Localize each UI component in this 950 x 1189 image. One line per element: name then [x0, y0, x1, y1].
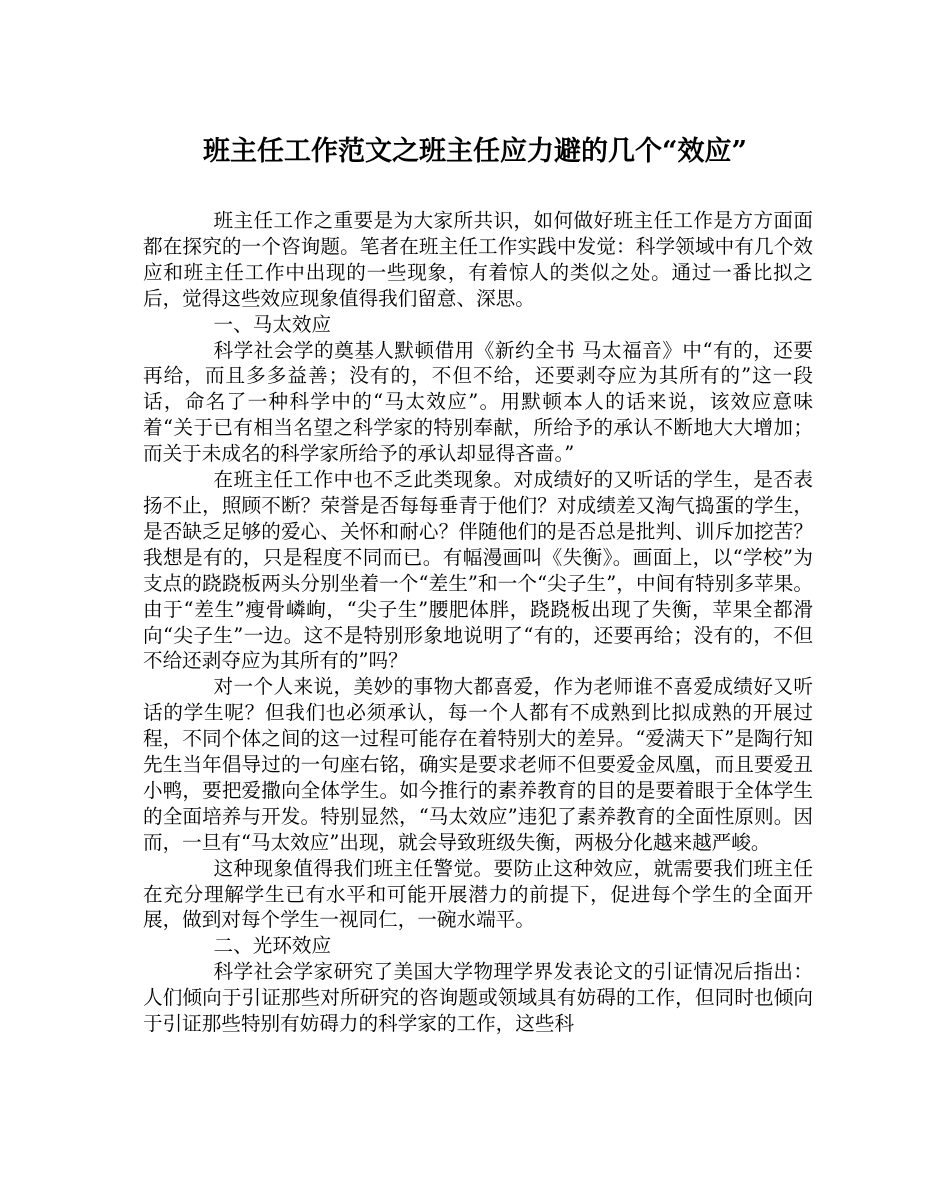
- paragraph-classroom-imbalance: 在班主任工作中也不乏此类现象。对成绩好的又听话的学生，是否表扬不止，照顾不断？荣誉是否每每垂青于他们？对成绩差又淘气捣蛋的学生，是否缺乏足够的爱心、关怀和耐心？伴随他们的是否总是批判、训斥加挖苦？我想是有的，只是程度不同而已。有幅漫画叫《失衡》。画面上，以“学校”为支点的跷跷板两头分别坐着一个“差生”和一个“尖子生”，中间有特别多苹果。由于“差生”瘦骨嶙峋，“尖子生”腰肥体胖，跷跷板出现了失衡，苹果全都滑向“尖子生”一边。这不是特别形象地说明了“有的，还要再给；没有的，不但不给还剥夺应为其所有的”吗？: [143, 468, 813, 673]
- paragraph-merton-definition: 科学社会学的奠基人默顿借用《新约全书 马太福音》中“有的，还要再给，而且多多益善；没有的，不但不给，还要剥夺应为其所有的”这一段话，命名了一种科学中的“马太效应”。用默顿本人的话来说，该效应意味着“关于已有相当名望之科学家的特别奉献，所给予的承认不断地大大增加；而关于未成名的科学家所给予的承认却显得吝啬。”: [143, 338, 813, 466]
- paragraph-intro: 班主任工作之重要是为大家所共识，如何做好班主任工作是方方面面都在探究的一个咨询题。笔者在班主任工作实践中发觉：科学领域中有几个效应和班主任工作中出现的一些现象，有着惊人的类似之处。通过一番比拟之后，觉得这些效应现象值得我们留意、深思。: [143, 209, 813, 310]
- paragraph-citation-study: 科学社会学家研究了美国大学物理学界发表论文的引证情况后指出：人们倾向于引证那些对所研究的咨询题或领域具有妨碍的工作，但同时也倾向于引证那些特别有妨碍力的科学家的工作，这些科: [143, 960, 813, 1036]
- document-body: [143, 208, 813, 1037]
- paragraph-caution: 这种现象值得我们班主任警觉。要防止这种效应，就需要我们班主任在充分理解学生已有水平和可能开展潜力的前提下，促进每个学生的全面开展，做到对每个学生一视同仁，一碗水端平。: [143, 856, 813, 932]
- section-heading-matthew-effect: 一、马太效应: [213, 312, 332, 336]
- document-title: 班主任工作范文之班主任应力避的几个“效应”: [202, 136, 748, 167]
- section-heading-halo-effect: 二、光环效应: [213, 934, 332, 958]
- paragraph-love-all-students: 对一个人来说，美妙的事物大都喜爱，作为老师谁不喜爱成绩好又听话的学生呢？但我们也必须承认，每一个人都有不成熟到比拟成熟的开展过程，不同个体之间的这一过程可能存在着特别大的差异。“爱满天下”是陶行知先生当年倡导过的一句座右铭，确实是要求老师不但要爱金凤凰，而且要爱丑小鸭，要把爱撒向全体学生。如今推行的素养教育的目的是要着眼于全体学生的全面培养与开发。特别显然，“马太效应”违犯了素养教育的全面性原则。因而，一旦有“马太效应”出现，就会导致班级失衡，两极分化越来越严峻。: [143, 675, 813, 854]
